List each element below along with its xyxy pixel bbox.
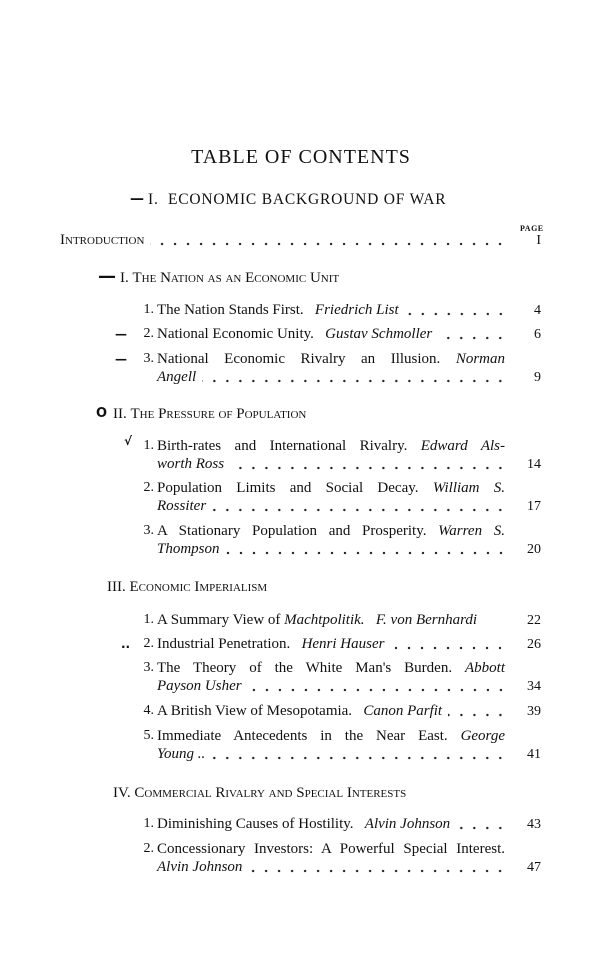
dot-leader	[212, 502, 507, 512]
toc-entry-continuation[interactable]	[157, 745, 541, 764]
margin-dash-mark: —	[130, 191, 144, 207]
part-numeral: I.	[148, 191, 159, 208]
dot-leader	[438, 330, 507, 340]
entry-author: Alvin Johnson	[157, 859, 243, 875]
item-number: 2.	[143, 841, 154, 856]
entry-title: A British View of Mesopotamia.	[157, 703, 353, 719]
entry-author: F. von Bernhardi	[375, 612, 478, 628]
item-number: 1.	[143, 302, 154, 317]
page-number: 6	[534, 327, 541, 342]
dot-leader	[226, 545, 507, 555]
dot-leader	[448, 707, 507, 717]
toc-entry-continuation[interactable]	[157, 677, 541, 696]
toc-entry-line[interactable]	[157, 727, 505, 745]
section-numeral: II.	[113, 406, 127, 422]
dot-leader	[405, 306, 507, 316]
entry-title: The Theory of the White Man's Burden.	[157, 660, 453, 676]
toc-entry-line[interactable]	[157, 350, 505, 368]
page-column-header: PAGE	[520, 224, 544, 233]
entry-title: Birth-rates and International Rivalry.	[157, 438, 408, 454]
entry-title: Diminishing Causes of Hostility.	[157, 816, 354, 832]
section-label: Economic Imperialism	[129, 579, 268, 595]
dot-leader	[230, 460, 507, 470]
page-title: TABLE OF CONTENTS	[191, 146, 411, 168]
page-number: 41	[527, 747, 541, 762]
page-number: 34	[527, 679, 541, 694]
toc-entry-continuation[interactable]	[157, 540, 541, 559]
toc-entry-line[interactable]	[157, 479, 505, 497]
toc-entry-continuation[interactable]	[157, 497, 541, 516]
entry-title: Population Limits and Social Decay.	[157, 480, 419, 496]
item-number: 2.	[143, 326, 154, 341]
dot-leader	[390, 640, 507, 650]
page-number: 22	[527, 613, 541, 628]
entry-author: Abbott	[465, 660, 506, 676]
entry-author: Alvin Johnson	[364, 816, 451, 832]
toc-entry[interactable]	[157, 301, 541, 320]
entry-author: George	[460, 728, 505, 744]
item-number: 5.	[143, 728, 154, 743]
entry-author: Thompson	[157, 541, 220, 557]
item-number: 3.	[143, 351, 154, 366]
dot-leader	[248, 682, 507, 692]
entry-author: Edward Als-	[420, 438, 505, 454]
toc-entry-continuation[interactable]	[157, 455, 541, 474]
item-number: 4.	[143, 703, 154, 718]
item-number: 1.	[143, 816, 154, 831]
entry-title: Concessionary Investors: A Powerful Special Interest.	[157, 841, 505, 857]
section-heading[interactable]	[107, 578, 267, 596]
entry-author: Friedrich List	[314, 302, 399, 318]
section-heading[interactable]	[120, 269, 339, 287]
toc-entry-line[interactable]	[157, 437, 505, 455]
page-number: 9	[534, 370, 541, 385]
introduction-label: Introduction	[60, 232, 145, 248]
entry-author: William S.	[432, 480, 506, 496]
entry-title: Immediate Antecedents in the Near East.	[157, 728, 448, 744]
entry-author: Henri Hauser	[301, 636, 385, 652]
item-number: 1.	[143, 438, 154, 453]
page-number: 39	[527, 704, 541, 719]
entry-title-italic: Machtpolitik.	[284, 612, 365, 628]
item-number: 2.	[143, 636, 154, 651]
section-label: The Pressure of Population	[130, 406, 307, 422]
toc-entry-line[interactable]	[157, 840, 505, 858]
item-number: 3.	[143, 660, 154, 675]
entry-title: National Economic Rivalry an Illusion.	[157, 351, 441, 367]
dot-leader	[150, 236, 507, 246]
section-heading[interactable]	[113, 784, 406, 802]
dot-leader	[456, 820, 507, 830]
dot-leader	[211, 750, 507, 760]
entry-author: Warren S.	[438, 523, 505, 539]
section-numeral: IV.	[113, 785, 131, 801]
margin-annotation-mark: —	[115, 327, 127, 341]
part-heading	[148, 191, 446, 209]
toc-entry-line[interactable]	[157, 522, 505, 540]
entry-author: Gustav Schmoller	[325, 326, 433, 342]
item-number: 1.	[143, 612, 154, 627]
entry-title: National Economic Unity.	[157, 326, 314, 342]
toc-entry[interactable]	[157, 611, 541, 630]
toc-entry[interactable]	[157, 325, 541, 344]
part-label: ECONOMIC BACKGROUND OF WAR	[168, 191, 447, 208]
item-number: 2.	[143, 480, 154, 495]
section-numeral: I.	[120, 270, 129, 286]
page-number: I	[536, 233, 541, 248]
page-number: 26	[527, 637, 541, 652]
toc-entry-introduction[interactable]	[60, 231, 541, 250]
page-number: 47	[527, 860, 541, 875]
section-label: The Nation as an Economic Unit	[132, 270, 340, 286]
margin-annotation-mark: —	[115, 352, 127, 366]
entry-title: A Stationary Population and Prosperity.	[157, 523, 427, 539]
toc-entry[interactable]	[157, 635, 541, 654]
toc-entry-line[interactable]	[157, 659, 505, 677]
dot-leader	[202, 373, 507, 383]
dot-leader	[248, 863, 507, 873]
margin-annotation-mark: √	[124, 434, 133, 448]
toc-entry[interactable]	[157, 702, 541, 721]
entry-author: Young ..	[157, 746, 206, 762]
toc-entry-continuation[interactable]	[157, 858, 541, 877]
toc-entry[interactable]	[157, 815, 541, 834]
entry-author: Rossiter	[157, 498, 207, 514]
entry-author: worth Ross	[157, 456, 225, 472]
item-number: 3.	[143, 523, 154, 538]
entry-author: Norman	[455, 351, 506, 367]
page-number: 43	[527, 817, 541, 832]
entry-author: Payson Usher	[157, 678, 242, 694]
entry-title: Industrial Penetration.	[157, 636, 291, 652]
toc-entry-continuation[interactable]	[157, 368, 541, 387]
margin-annotation-mark: O	[96, 406, 108, 421]
page-number: 4	[534, 303, 541, 318]
page-number: 20	[527, 542, 541, 557]
page-number: 17	[527, 499, 541, 514]
section-numeral: III.	[107, 579, 126, 595]
entry-author: Canon Parfit	[363, 703, 443, 719]
margin-annotation-mark: ..	[121, 637, 131, 651]
entry-title: A Summary View of	[157, 612, 281, 628]
page-number: 14	[527, 457, 541, 472]
section-heading[interactable]	[113, 405, 306, 423]
entry-title: The Nation Stands First.	[157, 302, 304, 318]
section-label: Commercial Rivalry and Special Interests	[134, 785, 407, 801]
entry-author: Angell	[157, 369, 197, 385]
margin-annotation-mark: —	[98, 266, 116, 287]
